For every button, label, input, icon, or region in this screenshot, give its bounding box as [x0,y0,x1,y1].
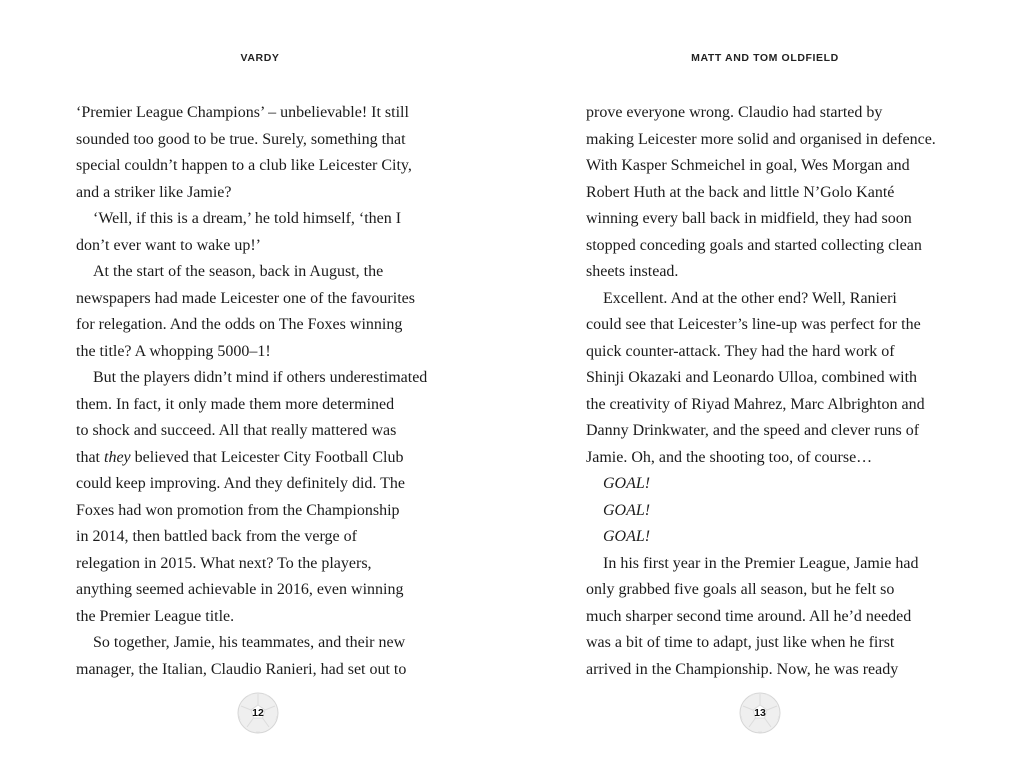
running-head: MATT AND TOM OLDFIELD [691,52,839,64]
running-head: VARDY [240,52,280,64]
goal-line: GOAL! [603,501,651,519]
body-text [586,100,956,683]
goal-line: GOAL! [603,475,651,492]
paragraph: ‘Premier League Champions’ – unbelievable! It still sounded too good to be true. Surely, something that special couldn’t happen to a club like Leicester City, and a striker like Jamie? [76,104,412,201]
paragraph: Excellent. And at the other end? Well, Ranieri could see that Leicester’s line-up was perfect for the quick counter-attack. They had the hard work of Shinji Okazaki and Leonardo Ulloa, combined with the creativity of Riyad Mahrez, Marc Albrighton and Danny Drinkwater, and the speed and clever runs of Jamie. Oh, and the shooting too, of course… [586,289,925,466]
page-number-badge [236,691,280,735]
paragraph: ‘Well, if this is a dream,’ he told himself, ‘then I don’t ever want to wake up!’ [76,210,402,254]
right-page [510,0,1020,783]
paragraph: prove everyone wrong. Claudio had started by making Leicester more solid and organised in defence. With Kasper Schmeichel in goal, Wes Morgan and Robert Huth at the back and little N’Golo Kanté winning every ball back in midfield, they had soon stopped conceding goals and started collecting clean sheets instead. [586,104,936,280]
emphasis-text: they [104,448,131,466]
body-text [76,100,446,683]
page-number-badge [738,691,782,735]
paragraph-text: believed that Leicester City Football Club could keep improving. And they definitely did. The Foxes had won promotion from the Championship in 2014, then battled back from the verge of relegation in 2015. What next? To the players, anything seemed achievable in 2016, even winning the Premier League title. [76,448,405,625]
page-number: 12 [252,707,264,719]
paragraph: In his first year in the Premier League, Jamie had only grabbed five goals all season, but he felt so much sharper second time around. All he’d needed was a bit of time to adapt, just like when he first arrived in the Championship. Now, he was ready [586,554,919,678]
goal-line: GOAL! [603,528,651,545]
paragraph-text: But the players didn’t mind if others underestimated them. In fact, it only made them more determined to shock and succeed. All that really mattered was that [76,369,428,466]
paragraph [76,365,446,630]
paragraph: At the start of the season, back in August, the newspapers had made Leicester one of the favourites for relegation. And the odds on The Foxes winning the title? A whopping 5000–1! [76,263,415,360]
page-number: 13 [754,707,766,719]
paragraph: So together, Jamie, his teammates, and their new manager, the Italian, Claudio Ranieri, had set out to [76,634,407,678]
